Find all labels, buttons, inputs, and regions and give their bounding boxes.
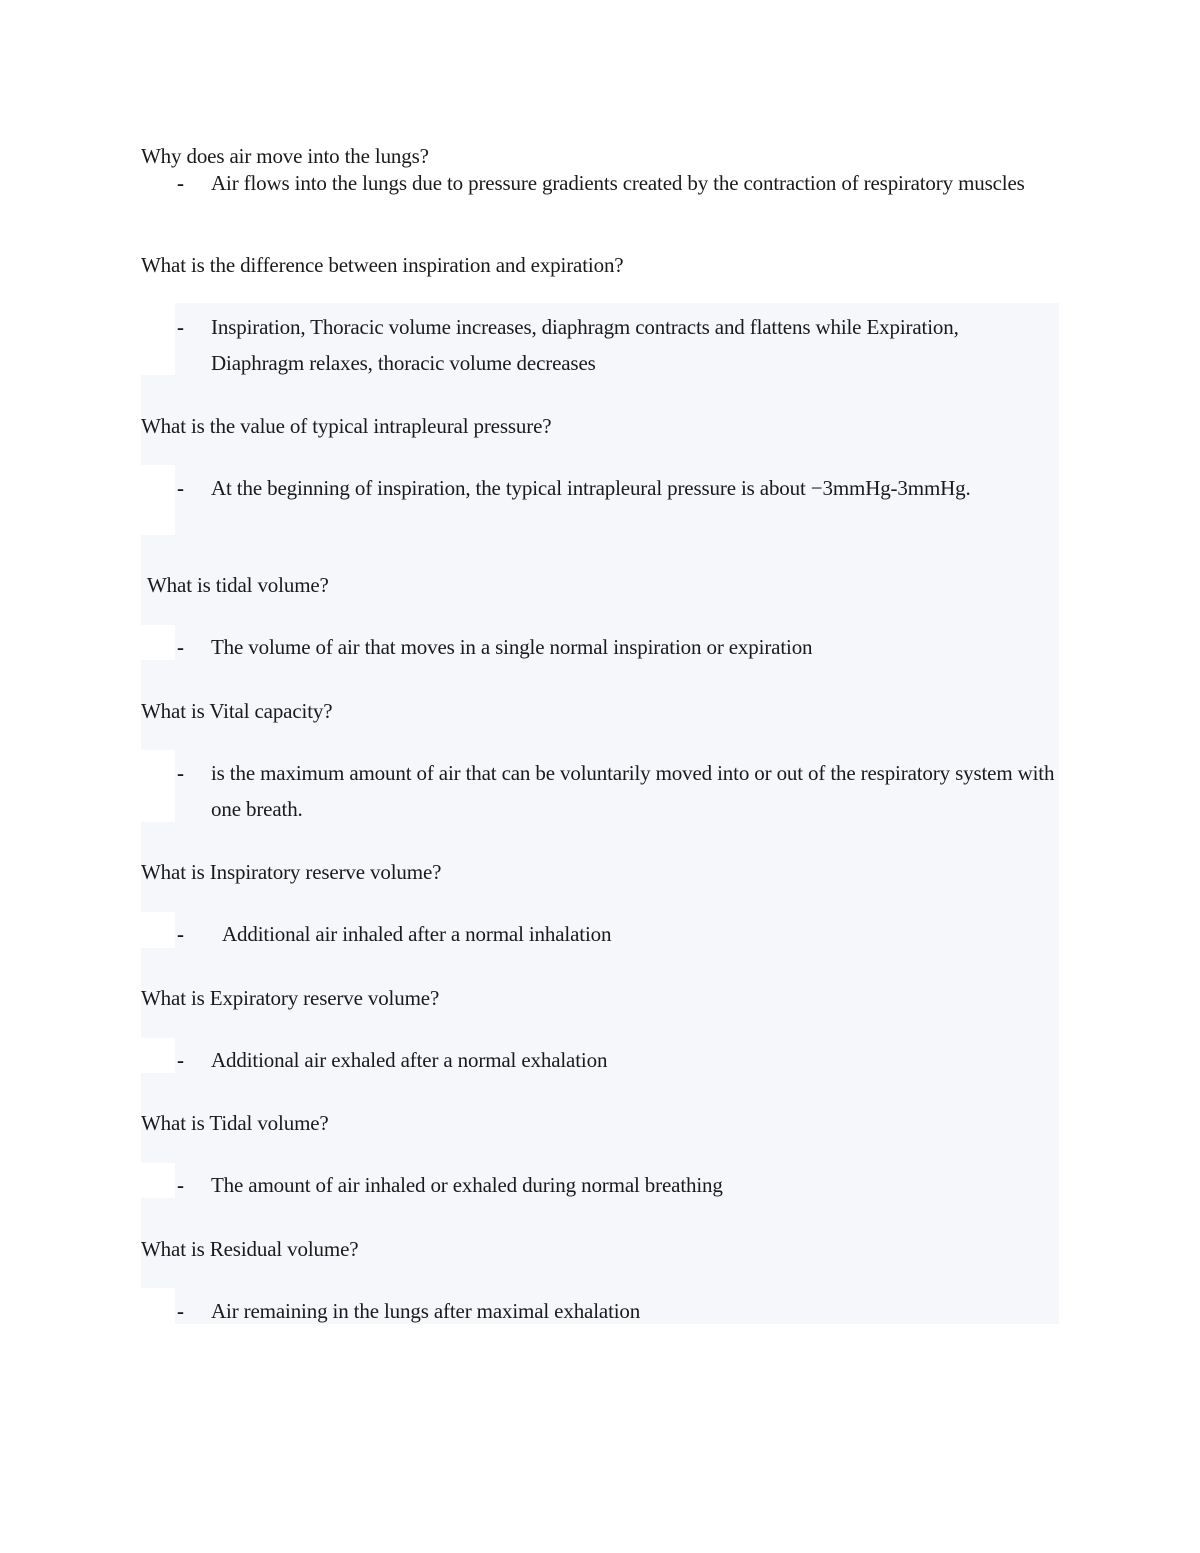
answer-text: Air flows into the lungs due to pressure gradients created by the contraction of respiratory muscles [211,171,1025,195]
question-heading: Why does air move into the lungs? [141,144,429,168]
bullet-dash: - [177,1299,184,1323]
answer-text: The volume of air that moves in a single normal inspiration or expiration [211,635,813,659]
answer-text: Inspiration, Thoracic volume increases, diaphragm contracts and flattens while Expiration, Diaphragm relaxes, thoracic volume decreases [211,315,959,375]
question-heading: What is Tidal volume? [141,1111,329,1135]
answer-text: The amount of air inhaled or exhaled during normal breathing [211,1173,723,1197]
question-heading: What is the difference between inspiration and expiration? [141,253,624,277]
answer-text: Additional air inhaled after a normal inhalation [222,922,612,946]
bullet-dash: - [177,315,184,339]
bullet-dash: - [177,1048,184,1072]
answer-text: Air remaining in the lungs after maximal exhalation [211,1299,641,1323]
bullet-dash: - [177,761,184,785]
bullet-dash: - [177,171,184,195]
answer-text: At the beginning of inspiration, the typical intrapleural pressure is about −3mmHg-3mmHg. [211,476,971,500]
bullet-dash: - [177,476,184,500]
answer-text: Additional air exhaled after a normal exhalation [211,1048,608,1072]
bullet-dash: - [177,1173,184,1197]
question-heading: What is Expiratory reserve volume? [141,986,440,1010]
answer-text: is the maximum amount of air that can be voluntarily moved into or out of the respiratory system with one breath. [211,761,1055,821]
question-heading: What is Vital capacity? [141,699,333,723]
bullet-dash: - [177,922,184,946]
question-heading: What is the value of typical intrapleural pressure? [141,414,552,438]
question-heading: What is Inspiratory reserve volume? [141,860,442,884]
bullet-dash: - [177,635,184,659]
question-heading: What is Residual volume? [141,1237,359,1261]
question-heading: What is tidal volume? [147,573,329,597]
